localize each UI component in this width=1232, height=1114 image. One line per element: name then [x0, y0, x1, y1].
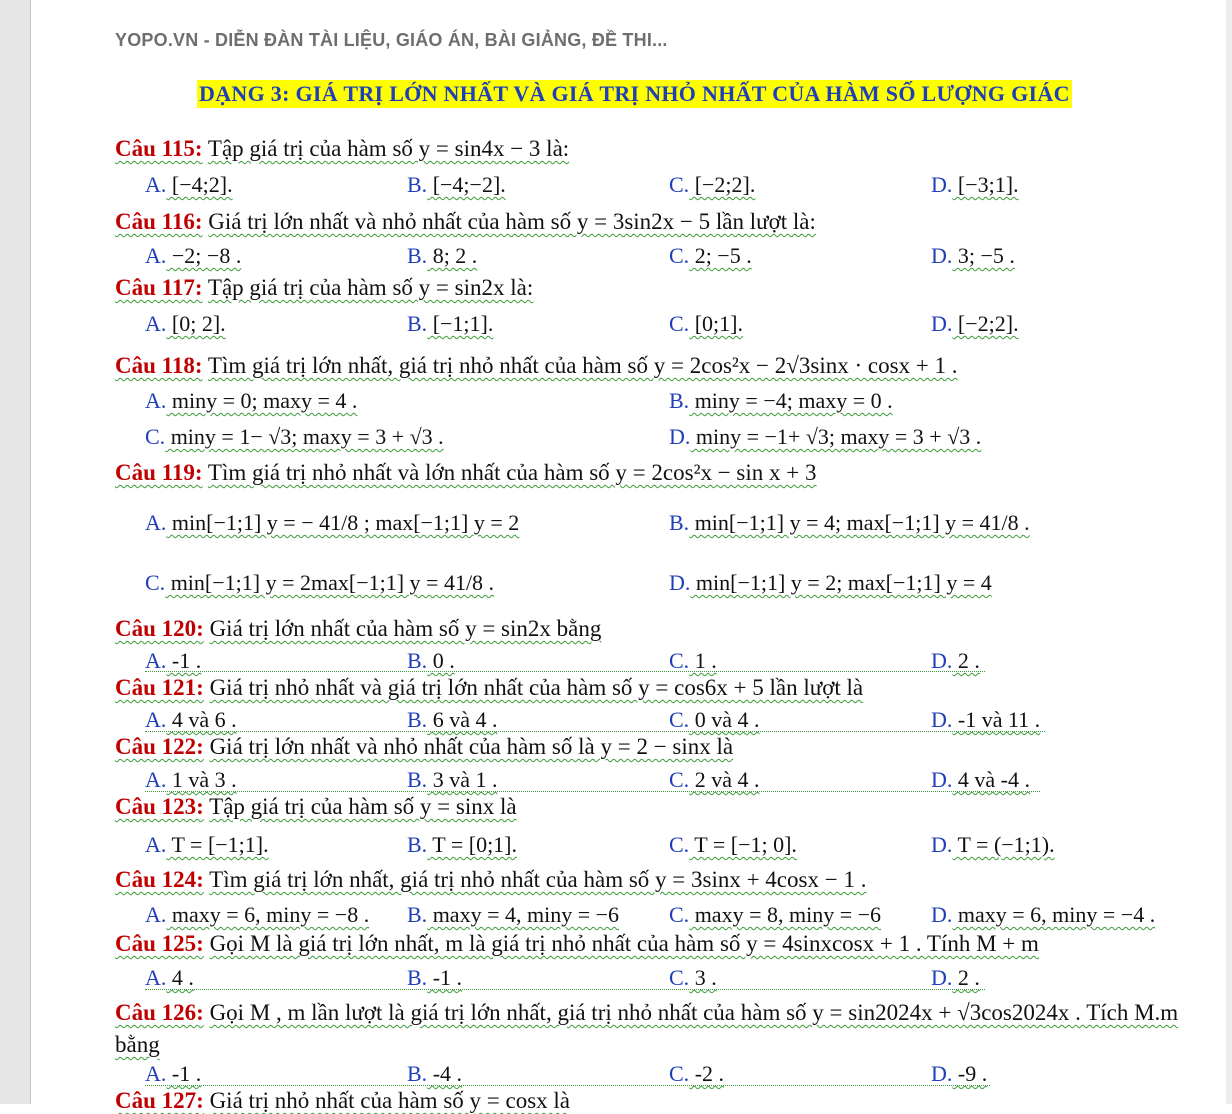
option-d: [931, 707, 1040, 733]
question-label: Câu 125:: [115, 931, 204, 956]
option-value: −2; −8 .: [166, 243, 242, 268]
option-d: [931, 172, 1019, 198]
question-121: [115, 675, 863, 701]
option-value: 1 .: [689, 648, 717, 673]
question-label: Câu 126:: [115, 1000, 204, 1025]
option-letter: B.: [407, 648, 428, 673]
option-letter: A.: [145, 648, 167, 673]
option-value: [−2;2].: [689, 172, 756, 197]
question-124: [115, 867, 866, 893]
question-text: Tập giá trị của hàm số y = sin4x − 3 là:: [207, 136, 570, 161]
option-letter: A.: [145, 767, 167, 792]
question-116: [115, 209, 816, 235]
option-value: maxy = 4, miny = −6: [427, 902, 620, 927]
option-letter: D.: [931, 243, 953, 268]
option-value: miny = −1+ √3; maxy = 3 + √3 .: [690, 424, 982, 449]
option-c: [669, 1061, 724, 1087]
option-value: [−3;1].: [952, 172, 1019, 197]
question-text: Tìm giá trị nhỏ nhất và lớn nhất của hàm số y = 2cos²x − sin x + 3: [207, 460, 817, 485]
option-value: 2 và 4 .: [689, 767, 760, 792]
option-b: [407, 832, 517, 858]
option-a: [145, 832, 269, 858]
option-letter: C.: [669, 1061, 690, 1086]
option-value: 0 và 4 .: [689, 707, 760, 732]
option-a: [145, 965, 194, 991]
question-127: [115, 1088, 570, 1114]
option-value: maxy = 6, miny = −8 .: [166, 902, 370, 927]
option-letter: C.: [669, 902, 690, 927]
question-label: Câu 115:: [115, 136, 203, 161]
option-d: [931, 311, 1019, 337]
option-letter: A.: [145, 311, 167, 336]
option-a: [145, 243, 241, 269]
option-letter: A.: [145, 510, 167, 535]
right-scroll-edge: [1226, 0, 1232, 1104]
option-letter: C.: [669, 832, 690, 857]
option-value: min[−1;1] y = − 41/8 ; max[−1;1] y = 2: [166, 510, 520, 535]
option-d: [669, 424, 981, 450]
option-letter: C.: [145, 570, 166, 595]
option-c: [669, 965, 717, 991]
option-value: miny = −4; maxy = 0 .: [689, 388, 893, 413]
option-value: 2; −5 .: [689, 243, 752, 268]
option-c: [669, 902, 881, 928]
option-letter: C.: [669, 311, 690, 336]
option-a: [145, 510, 519, 536]
option-letter: A.: [145, 388, 167, 413]
option-b: [407, 243, 477, 269]
option-row-rule: [145, 989, 985, 990]
question-label: Câu 124:: [115, 867, 204, 892]
option-b: [407, 902, 619, 928]
option-value: 3; −5 .: [952, 243, 1015, 268]
section-title: DẠNG 3: GIÁ TRỊ LỚN NHẤT VÀ GIÁ TRỊ NHỎ NHẤT CỦA HÀM SỐ LƯỢNG GIÁC: [199, 81, 1070, 106]
question-text: Tập giá trị của hàm số y = sin2x là:: [207, 275, 534, 300]
question-118: [115, 353, 958, 379]
option-b: [669, 510, 1030, 536]
question-label: Câu 120:: [115, 616, 204, 641]
option-value: [−4;2].: [166, 172, 233, 197]
option-value: maxy = 6, miny = −4 .: [952, 902, 1156, 927]
option-row-rule: [145, 791, 1040, 792]
question-text: Gọi M , m lần lượt là giá trị lớn nhất, giá trị nhỏ nhất của hàm số y = sin2024x + √3cos2024x . Tích M.m bằng: [115, 1000, 1179, 1057]
question-label: Câu 118:: [115, 353, 203, 378]
option-d: [669, 570, 992, 596]
option-value: min[−1;1] y = 4; max[−1;1] y = 41/8 .: [689, 510, 1030, 535]
option-d: [931, 1061, 987, 1087]
option-letter: D.: [931, 311, 953, 336]
option-letter: A.: [145, 172, 167, 197]
option-d: [931, 965, 980, 991]
option-letter: B.: [407, 902, 428, 927]
option-value: 4 .: [166, 965, 194, 990]
question-120: [115, 616, 601, 642]
option-letter: B.: [407, 243, 428, 268]
option-value: miny = 0; maxy = 4 .: [166, 388, 358, 413]
option-letter: C.: [669, 965, 690, 990]
option-d: [931, 902, 1155, 928]
option-value: [−4;−2].: [427, 172, 506, 197]
option-b: [669, 388, 893, 414]
option-value: -4 .: [427, 1061, 463, 1086]
option-a: [145, 1061, 201, 1087]
option-value: 2 .: [952, 648, 980, 673]
option-letter: C.: [145, 424, 166, 449]
option-value: -1 .: [166, 1061, 202, 1086]
option-letter: D.: [669, 570, 691, 595]
option-value: min[−1;1] y = 2; max[−1;1] y = 4: [690, 570, 992, 595]
option-value: 6 và 4 .: [427, 707, 498, 732]
option-a: [145, 707, 237, 733]
question-text: Giá trị nhỏ nhất và giá trị lớn nhất của hàm số y = cos6x + 5 lần lượt là: [209, 675, 864, 700]
question-text: Gọi M là giá trị lớn nhất, m là giá trị nhỏ nhất của hàm số y = 4sinxcosx + 1 . Tính M + m: [209, 931, 1039, 956]
option-letter: B.: [407, 1061, 428, 1086]
document-page: [31, 0, 1226, 1113]
question-label: Câu 121:: [115, 675, 204, 700]
question-text: Tập giá trị của hàm số y = sinx là: [209, 794, 517, 819]
question-text: Tìm giá trị lớn nhất, giá trị nhỏ nhất của hàm số y = 2cos²x − 2√3sinx · cosx + 1 .: [207, 353, 958, 378]
option-b: [407, 965, 462, 991]
option-value: [0; 2].: [166, 311, 226, 336]
question-123: [115, 794, 517, 820]
option-letter: D.: [931, 902, 953, 927]
option-value: maxy = 8, miny = −6: [689, 902, 882, 927]
option-letter: A.: [145, 902, 167, 927]
option-letter: D.: [931, 648, 953, 673]
option-letter: B.: [407, 172, 428, 197]
option-letter: B.: [407, 832, 428, 857]
option-value: 3 và 1 .: [427, 767, 498, 792]
question-117: [115, 275, 533, 301]
option-value: miny = 1− √3; maxy = 3 + √3 .: [165, 424, 444, 449]
option-value: -2 .: [689, 1061, 725, 1086]
option-value: 0 .: [427, 648, 455, 673]
option-letter: C.: [669, 767, 690, 792]
option-value: [−2;2].: [952, 311, 1019, 336]
question-126: [115, 997, 1185, 1061]
option-value: min[−1;1] y = 2max[−1;1] y = 41/8 .: [165, 570, 495, 595]
question-text: Giá trị lớn nhất và nhỏ nhất của hàm số y = 3sin2x − 5 lần lượt là:: [208, 209, 816, 234]
option-value: T = [0;1].: [427, 832, 518, 857]
option-a: [145, 767, 237, 793]
option-c: [669, 707, 759, 733]
option-letter: D.: [931, 707, 953, 732]
option-value: -1 và 11 .: [952, 707, 1041, 732]
option-letter: B.: [407, 707, 428, 732]
option-b: [407, 707, 497, 733]
option-c: [669, 832, 797, 858]
option-value: 4 và -4 .: [952, 767, 1030, 792]
question-label: Câu 117:: [115, 275, 203, 300]
question-125: [115, 931, 1039, 957]
option-value: 4 và 6 .: [166, 707, 237, 732]
option-value: T = [−1; 0].: [689, 832, 797, 857]
option-letter: B.: [669, 510, 690, 535]
option-c: [145, 424, 444, 450]
question-label: Câu 116:: [115, 209, 203, 234]
option-c: [145, 570, 494, 596]
option-value: -9 .: [952, 1061, 988, 1086]
option-a: [145, 902, 369, 928]
option-row-rule: [145, 671, 985, 672]
option-value: 2 .: [952, 965, 980, 990]
option-letter: D.: [931, 767, 953, 792]
question-text: Giá trị nhỏ nhất của hàm số y = cosx là: [209, 1088, 571, 1113]
question-label: Câu 123:: [115, 794, 204, 819]
option-value: 8; 2 .: [427, 243, 478, 268]
option-value: T = [−1;1].: [166, 832, 269, 857]
option-letter: C.: [669, 648, 690, 673]
option-letter: D.: [931, 1061, 953, 1086]
option-value: -1 .: [427, 965, 463, 990]
option-letter: B.: [407, 311, 428, 336]
question-text: Giá trị lớn nhất của hàm số y = sin2x bằng: [209, 616, 602, 641]
option-b: [407, 172, 506, 198]
option-letter: D.: [931, 965, 953, 990]
option-a: [145, 311, 226, 337]
option-letter: B.: [669, 388, 690, 413]
option-a: [145, 388, 357, 414]
option-c: [669, 172, 755, 198]
option-value: [0;1].: [689, 311, 743, 336]
option-value: T = (−1;1).: [952, 832, 1055, 857]
option-letter: D.: [669, 424, 691, 449]
option-b: [407, 767, 497, 793]
option-letter: A.: [145, 965, 167, 990]
option-value: 3 .: [689, 965, 717, 990]
option-letter: D.: [931, 172, 953, 197]
question-label: Câu 119:: [115, 460, 203, 485]
option-letter: C.: [669, 243, 690, 268]
question-label: Câu 127:: [115, 1088, 204, 1113]
left-margin: [0, 0, 31, 1104]
question-115: [115, 136, 569, 162]
option-letter: C.: [669, 707, 690, 732]
option-b: [407, 311, 493, 337]
option-d: [931, 767, 1030, 793]
option-c: [669, 243, 752, 269]
option-value: -1 .: [166, 648, 202, 673]
option-d: [931, 243, 1015, 269]
option-row-rule: [145, 1085, 990, 1086]
question-text: Tìm giá trị lớn nhất, giá trị nhỏ nhất của hàm số y = 3sinx + 4cosx − 1 .: [209, 867, 867, 892]
option-letter: C.: [669, 172, 690, 197]
option-value: 1 và 3 .: [166, 767, 237, 792]
option-letter: A.: [145, 243, 167, 268]
option-row-rule: [145, 731, 1045, 732]
option-letter: A.: [145, 707, 167, 732]
option-letter: A.: [145, 1061, 167, 1086]
option-b: [407, 1061, 462, 1087]
option-letter: A.: [145, 832, 167, 857]
question-text: Giá trị lớn nhất và nhỏ nhất của hàm số là y = 2 − sinx là: [209, 734, 734, 759]
option-c: [669, 767, 759, 793]
option-a: [145, 172, 233, 198]
option-c: [669, 311, 743, 337]
question-119: [115, 460, 817, 486]
question-122: [115, 734, 733, 760]
page-header: YOPO.VN - DIỄN ĐÀN TÀI LIỆU, GIÁO ÁN, BÀI GIẢNG, ĐỀ THI...: [115, 30, 668, 50]
option-letter: D.: [931, 832, 953, 857]
option-letter: B.: [407, 767, 428, 792]
option-d: [931, 832, 1055, 858]
option-letter: B.: [407, 965, 428, 990]
option-value: [−1;1].: [427, 311, 494, 336]
question-label: Câu 122:: [115, 734, 204, 759]
